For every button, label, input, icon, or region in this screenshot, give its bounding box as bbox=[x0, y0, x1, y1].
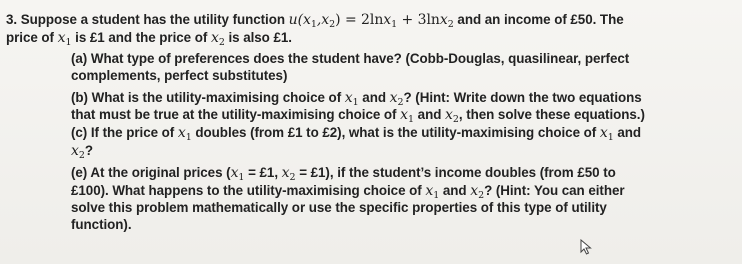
mouse-pointer-icon bbox=[580, 239, 594, 255]
part-e-line-2: £100). What happens to the utility-maximising choice of $x_1$ and $x_2$? (Hint: You can either bbox=[71, 183, 625, 201]
part-b-line-2: that must be true at the utility-maximising choice of $x_1$ and $x_2$, then solve these equations.) bbox=[71, 107, 645, 125]
part-a-line-1: (a) What type of preferences does the student have? (Cobb-Douglas, quasilinear, perfect bbox=[71, 51, 630, 66]
question-income-text: and an income of £50. The bbox=[453, 12, 624, 27]
part-e-line-1: (e) At the original prices ($x_1$ = £1, $x_2$ = £1), if the student’s income doubles (from £50 to bbox=[71, 165, 616, 183]
part-e-line-4: function). bbox=[71, 217, 132, 232]
question-header-text: 3. Suppose a student has the utility function bbox=[6, 12, 289, 27]
question-header-line bbox=[6, 12, 624, 28]
part-c-line-2: $x_2$? bbox=[71, 143, 93, 161]
part-c-line-1: (c) If the price of $x_1$ doubles (from £1 to £2), what is the utility-maximising choice of $x_1$ and bbox=[71, 125, 642, 143]
utility-function: $u(x_1,x_2) = 2\ln x_1 + 3\ln x_2$ bbox=[288, 12, 454, 30]
part-a-line-2: complements, perfect substitutes) bbox=[71, 68, 288, 83]
part-b-line-1: (b) What is the utility-maximising choice of $x_1$ and $x_2$? (Hint: Write down the two equations bbox=[71, 90, 642, 108]
question-price-line: price of $x_1$ is £1 and the price of $x_2$ is also £1. bbox=[6, 30, 292, 48]
part-e-line-3: solve this problem mathematically or use the specific properties of this type of utility bbox=[71, 200, 607, 215]
